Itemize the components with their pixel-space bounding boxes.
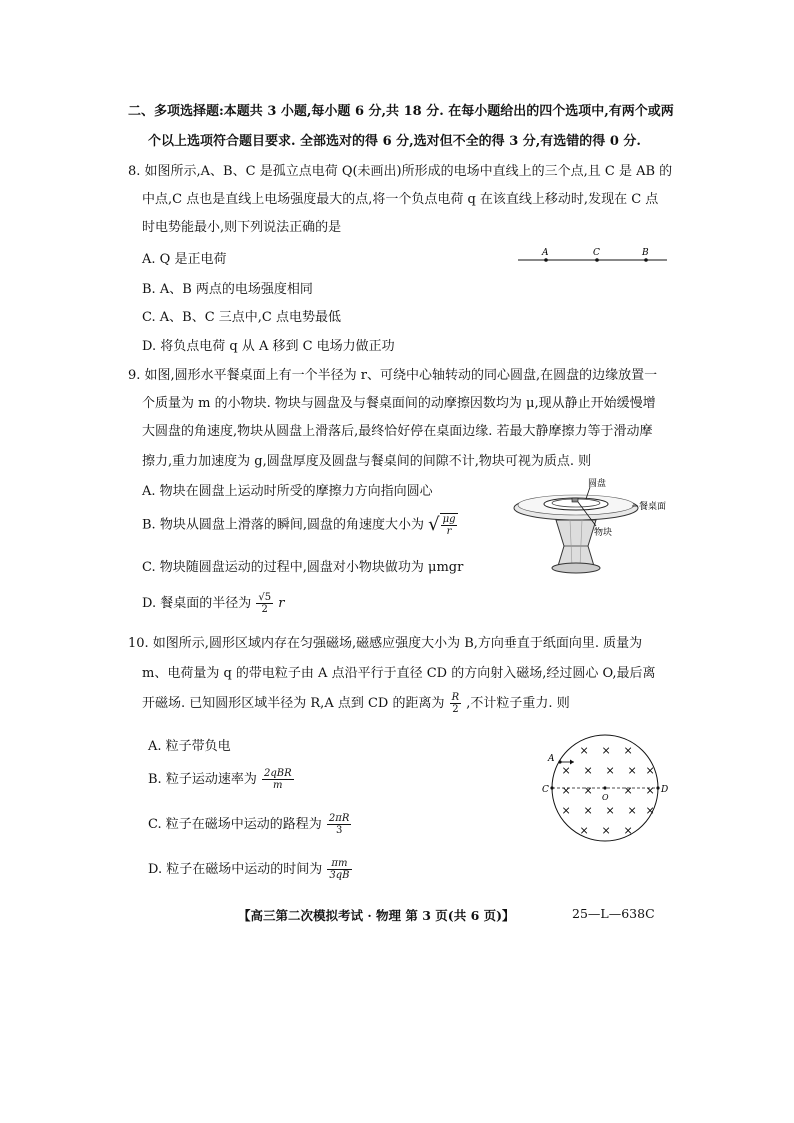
field-cross-mark: ×	[601, 824, 611, 837]
sqrt-expression: √ $\frac{\mu g}{r}$	[428, 513, 458, 537]
field-cross-mark: ×	[583, 764, 593, 777]
field-cross-mark: ×	[645, 764, 655, 777]
field-cross-mark: ×	[583, 804, 593, 817]
label-table: 餐桌面	[639, 502, 667, 512]
q9-d-denominator: 2	[261, 604, 268, 615]
field-cross-mark: ×	[627, 804, 637, 817]
q9-option-b	[142, 513, 458, 537]
q10-option-b-text: B. 粒子运动速率为	[148, 772, 257, 787]
label-c: C	[542, 785, 549, 795]
q9-option-a: A. 物块在圆盘上运动时所受的摩擦力方向指向圆心	[142, 484, 433, 499]
q8-option-d: D. 将负点电荷 q 从 A 移到 C 电场力做正功	[142, 339, 395, 354]
label-a: A	[548, 754, 555, 764]
q8-option-c: C. A、B、C 三点中,C 点电势最低	[142, 310, 341, 325]
label-a: A	[542, 248, 549, 258]
q9-table-diagram	[508, 474, 670, 582]
q8-option-a: A. Q 是正电荷	[142, 252, 227, 267]
q9-option-d-text: D. 餐桌面的半径为	[142, 596, 252, 611]
q8-line-2: 中点,C 点也是直线上电场强度最大的点,将一个负点电荷 q 在该直线上移动时,发现在 C 点	[142, 192, 659, 207]
q9-option-b-text: B. 物块从圆盘上滑落的瞬间,圆盘的角速度大小为	[142, 517, 424, 533]
q9-d-suffix: r	[278, 596, 285, 611]
q9-line-4: 擦力,重力加速度为 g,圆盘厚度及圆盘与餐桌间的间隙不计,物块可视为质点. 则	[142, 454, 592, 469]
q10-option-c-text: C. 粒子在磁场中运动的路程为	[148, 817, 322, 832]
field-cross-mark: ×	[623, 824, 633, 837]
field-cross-mark: ×	[627, 764, 637, 777]
field-cross-mark: ×	[645, 804, 655, 817]
q8-option-b: B. A、B 两点的电场强度相同	[142, 282, 313, 297]
field-cross-mark: ×	[561, 804, 571, 817]
field-cross-mark: ×	[605, 804, 615, 817]
field-cross-mark: ×	[561, 784, 571, 797]
field-cross-mark: ×	[561, 764, 571, 777]
point-a	[544, 258, 548, 262]
q9-option-d	[142, 592, 284, 615]
block-icon	[572, 498, 578, 502]
q10-c-denominator: 3	[335, 825, 343, 836]
q8-line-1: 8. 如图所示,A、B、C 是孤立点电荷 Q(未画出)所形成的电场中直线上的三个点,且 C 是 AB 的	[128, 164, 673, 179]
q9-line-1: 9. 如图,圆形水平餐桌面上有一个半径为 r、可绕中心轴转动的同心圆盘,在圆盘的边缘放置一	[128, 368, 658, 383]
q8-line-diagram	[515, 243, 670, 269]
q10-option-d-text: D. 粒子在磁场中运动的时间为	[148, 862, 323, 877]
label-d: D	[661, 785, 669, 795]
q10-line-3-suffix: ,不计粒子重力. 则	[466, 696, 570, 711]
q9-line-3: 大圆盘的角速度,物块从圆盘上滑落后,最终恰好停在桌面边缘. 若最大静摩擦力等于滑动摩	[142, 424, 653, 439]
field-cross-mark: ×	[579, 744, 589, 757]
q9-b-numerator: μg	[442, 514, 456, 525]
field-cross-mark: ×	[601, 744, 611, 757]
field-cross-mark: ×	[623, 784, 633, 797]
label-block: 物块	[594, 528, 613, 538]
point-c	[595, 258, 599, 262]
q9-line-2: 个质量为 m 的小物块. 物块与圆盘及与餐桌面间的动摩擦因数均为 μ,现从静止开始缓慢增	[142, 396, 656, 411]
q10-line3-denominator: 2	[452, 704, 459, 715]
q10-line-2: m、电荷量为 q 的带电粒子由 A 点沿平行于直径 CD 的方向射入磁场,经过圆心 O,最后离	[142, 666, 656, 681]
q9-b-denominator: r	[446, 526, 452, 537]
footer-title: 【高三第二次模拟考试 · 物理 第 3 页(共 6 页)】	[238, 908, 515, 923]
q10-line-1: 10. 如图所示,圆形区域内存在匀强磁场,磁感应强度大小为 B,方向垂直于纸面向里. 质量为	[128, 636, 643, 651]
q10-option-a: A. 粒子带负电	[148, 739, 231, 754]
section-header-line1: 二、多项选择题:本题共 3 小题,每小题 6 分,共 18 分. 在每小题给出的四个选项中,有两个或两	[128, 104, 674, 119]
q10-line-3	[142, 692, 570, 715]
q9-d-numerator: √5	[258, 592, 272, 603]
label-o: O	[602, 793, 609, 802]
field-cross-mark: ×	[583, 784, 593, 797]
q8-line-3: 时电势能最小,则下列说法正确的是	[142, 220, 342, 235]
footer-code: 25—L—638C	[572, 906, 655, 921]
label-c: C	[593, 248, 600, 258]
q10-magnetic-field-diagram	[538, 728, 674, 844]
section-header-line2: 个以上选项符合题目要求. 全部选对的得 6 分,选对但不全的得 3 分,有选错的得 0 分.	[148, 134, 641, 149]
q10-option-b	[148, 768, 295, 791]
field-cross-mark: ×	[605, 764, 615, 777]
q10-b-numerator: 2qBR	[263, 768, 292, 779]
q10-b-denominator: m	[273, 780, 283, 791]
q10-c-numerator: 2πR	[328, 813, 350, 824]
point-b	[644, 258, 648, 262]
q10-option-c	[148, 813, 352, 836]
q10-option-d	[148, 858, 353, 881]
field-cross-mark: ×	[623, 744, 633, 757]
q9-option-c: C. 物块随圆盘运动的过程中,圆盘对小物块做功为 μmgr	[142, 560, 464, 575]
q10-line-3-text: 开磁场. 已知圆形区域半径为 R,A 点到 CD 的距离为	[142, 696, 445, 711]
field-cross-mark: ×	[645, 784, 655, 797]
label-b: B	[642, 248, 649, 258]
q10-line3-numerator: R	[451, 692, 460, 703]
field-crosses	[562, 744, 655, 837]
field-cross-mark: ×	[579, 824, 589, 837]
q10-d-numerator: πm	[327, 858, 351, 870]
q10-d-denominator: 3qB	[329, 870, 350, 881]
label-disk: 圆盘	[588, 479, 607, 489]
